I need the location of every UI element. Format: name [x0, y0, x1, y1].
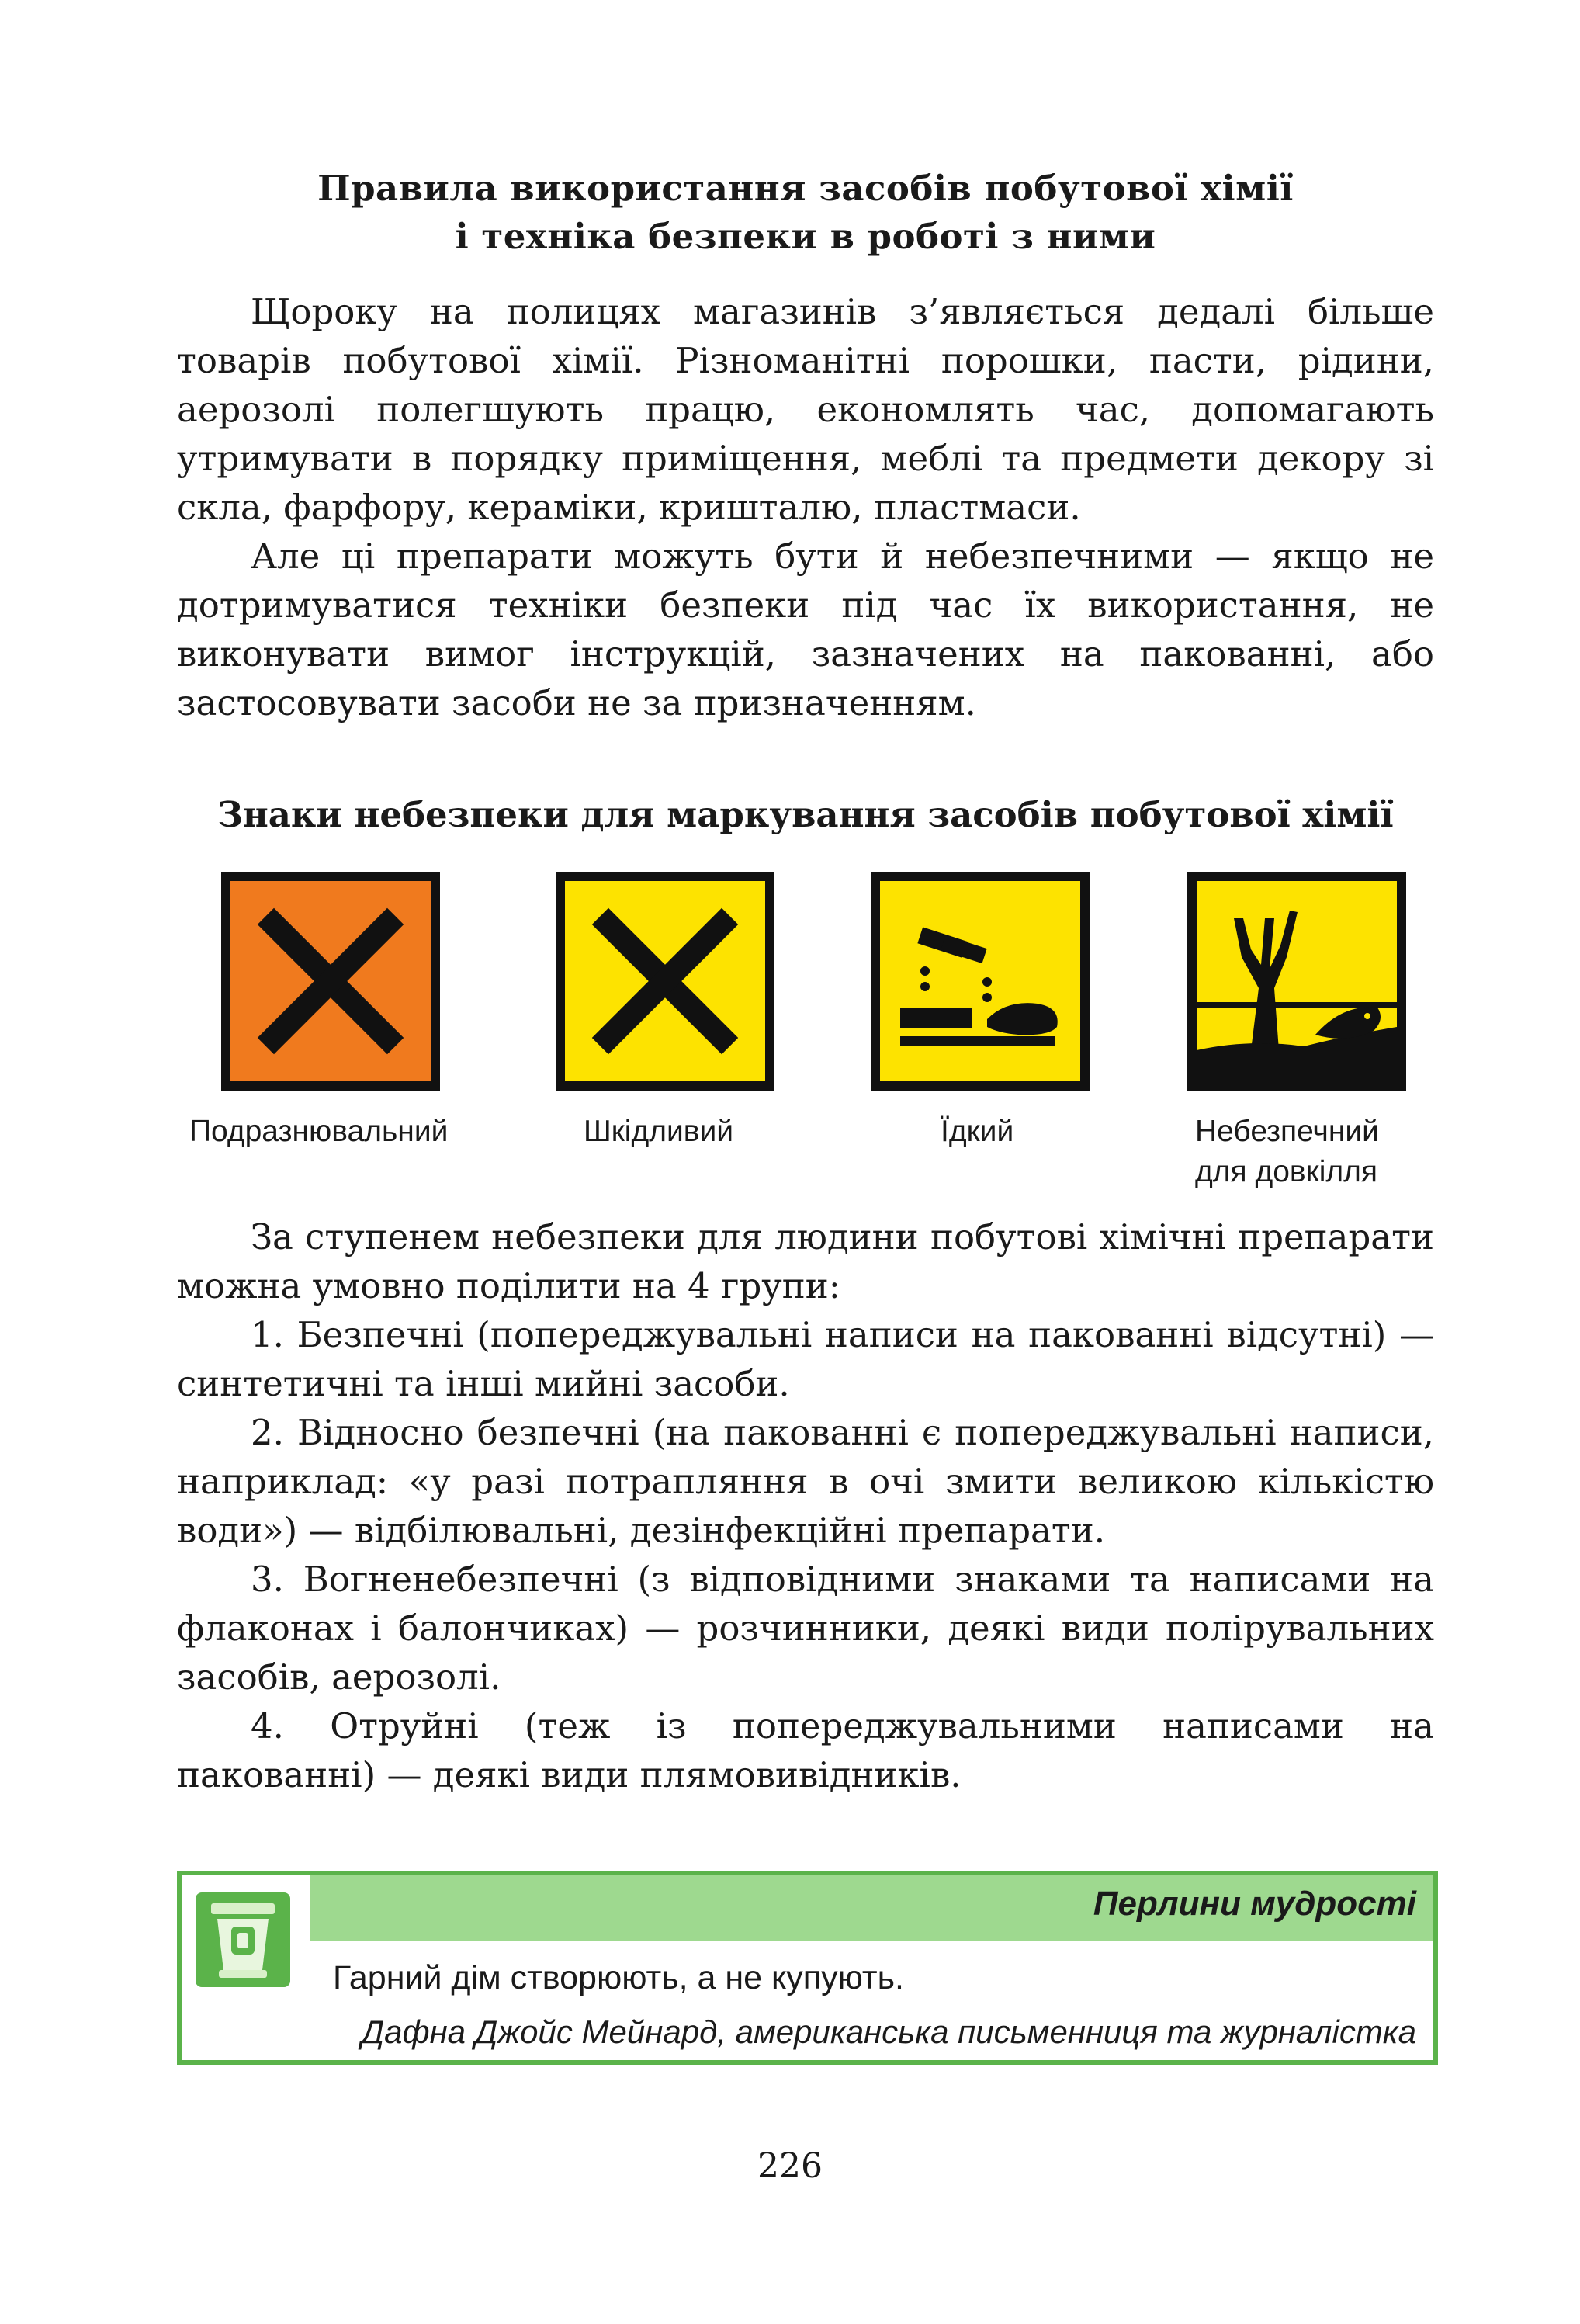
environment-hazard-label-line-1: Небезпечний — [1195, 1115, 1379, 1148]
corrosive-icon — [871, 872, 1090, 1091]
group-item-4: 4. Отруйні (теж із попереджувальними написами на пакованні) — деякі види плямовивідників. — [177, 1705, 1434, 1795]
wisdom-title: Перлини мудрості — [1093, 1885, 1416, 1923]
groups-intro: За ступенем небезпеки для людини побутові хімічні препарати можна умовно поділити на 4 групи: — [177, 1216, 1434, 1306]
wisdom-author: Дафна Джойс Мейнард, американська письменниця та журналістка — [361, 2014, 1416, 2050]
title-line-1: Правила використання засобів побутової хімії — [317, 168, 1294, 209]
irritant-label: Подразнювальний — [189, 1115, 449, 1148]
environment-hazard-label — [1195, 1112, 1379, 1192]
group-item-3: 3. Вогненебезпечні (з відповідними знаками та написами на флаконах і балончиках) — розчинники, деякі види полірувальних засобів, аерозолі. — [177, 1559, 1434, 1698]
page-number: 226 — [757, 2146, 823, 2186]
environment-hazard-icon — [1187, 872, 1406, 1091]
irritant-x-icon — [221, 872, 440, 1091]
pearl-wisdom-logo-icon — [196, 1892, 290, 1987]
hazard-signs-heading: Знаки небезпеки для маркування засобів побутової хімії — [217, 794, 1394, 835]
wisdom-box — [177, 1871, 1438, 2065]
corrosive-label: Їдкий — [941, 1115, 1014, 1148]
page-title — [177, 165, 1434, 261]
wisdom-quote: Гарний дім створюють, а не купують. — [333, 1959, 904, 1996]
harmful-x-icon — [556, 872, 774, 1091]
intro-paragraph-2: Але ці препарати можуть бути й небезпечними — якщо не дотримуватися техніки безпеки під час їх використання, не виконувати вимог інструкцій, зазначених на пакованні, або застосовувати засоби не за призначенням. — [177, 536, 1434, 723]
environment-hazard-label-line-2: для довкілля — [1195, 1155, 1377, 1188]
harmful-label: Шкідливий — [584, 1115, 734, 1148]
group-item-2: 2. Відносно безпечні (на пакованні є попереджувальні написи, наприклад: «у разі потрапляння в очі змити великою кількістю води») — відбілювальні, дезінфекційні препарати. — [177, 1412, 1434, 1551]
title-line-2: і техніка безпеки в роботі з ними — [455, 216, 1156, 257]
intro-text — [177, 287, 1434, 727]
intro-paragraph-1: Щороку на полицях магазинів з’являється дедалі більше товарів побутової хімії. Різноманітні порошки, пасти, рідини, аерозолі полегшують працю, економлять час, допомагають утримувати в порядку приміщення, меблі та предмети декору зі скла, фарфору, кераміки, кришталю, пластмаси. — [177, 291, 1434, 528]
groups-text — [177, 1212, 1434, 1799]
group-item-1: 1. Безпечні (попереджувальні написи на пакованні відсутні) — синтетичні та інші мийні засоби. — [177, 1314, 1434, 1404]
